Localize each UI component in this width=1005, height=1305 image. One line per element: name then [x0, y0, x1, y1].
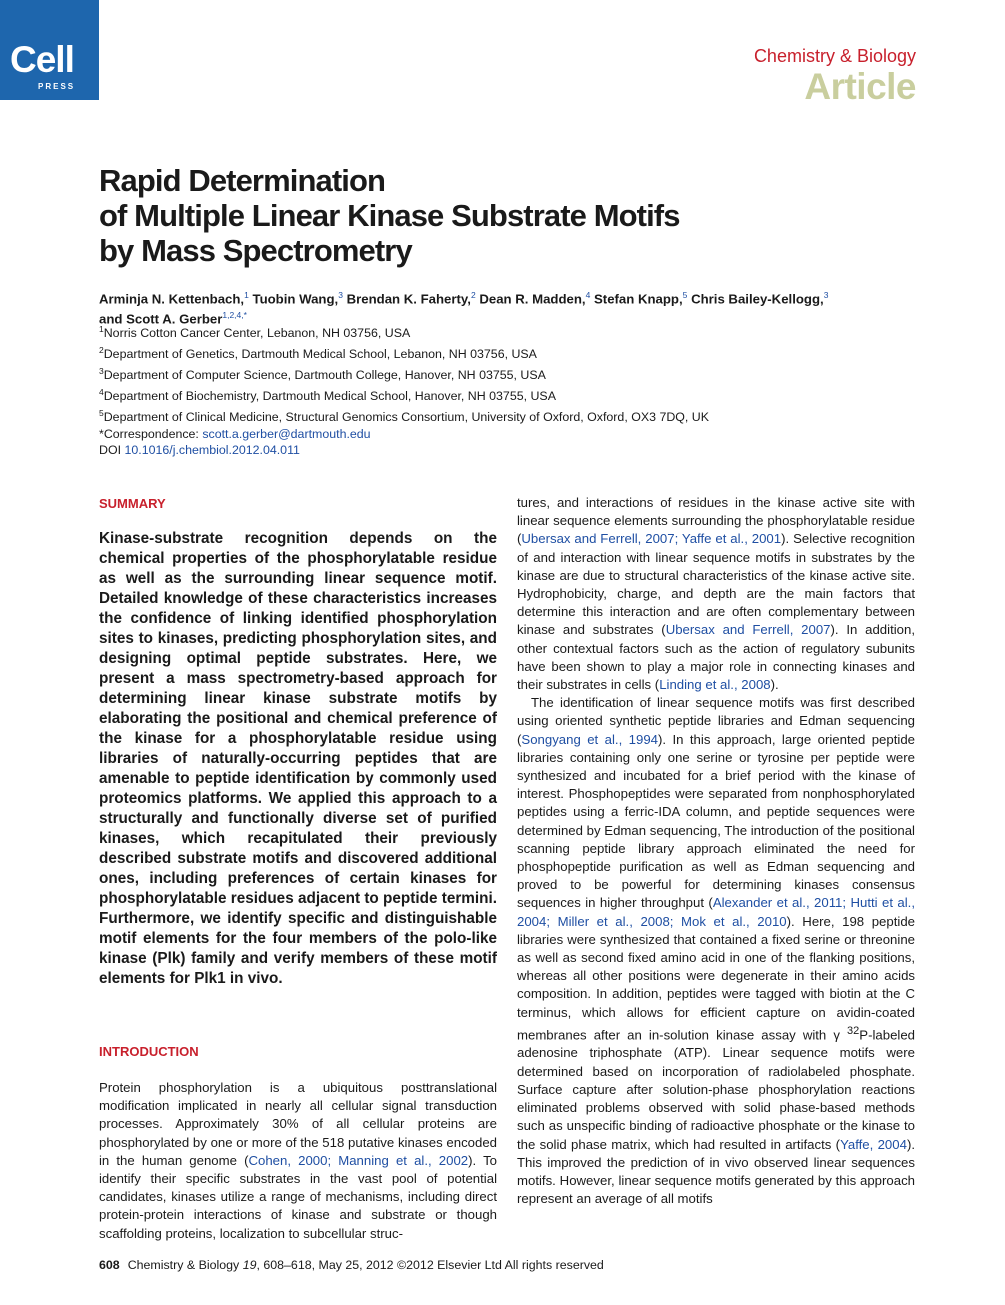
- title-line: of Multiple Linear Kinase Substrate Motifs: [99, 198, 680, 233]
- paragraph-text: ). In addition, other contextual factors such as the action of regulatory subunits have been shown to play a major role in connecting kinases and their substrates in cells (: [517, 622, 916, 693]
- introduction-paragraph: [99, 1079, 497, 1243]
- author-affil-ref[interactable]: 1: [244, 290, 249, 300]
- affiliation-text: Department of Genetics, Dartmouth Medical School, Lebanon, NH 03756, USA: [103, 347, 537, 362]
- correspondence-label: *Correspondence:: [99, 426, 203, 441]
- affiliation-number: 1: [99, 324, 104, 334]
- footer-volume: 19: [242, 1258, 257, 1272]
- paragraph-text: ). In this approach, large oriented peptide libraries containing only one serine or tyrosine per peptide were synthesized and incubated for a brief period with the kinase of interest. Phosphopeptides were separated from nonphosphorylated peptides using a ferric-IDA column, and peptide sequences were determined by Edman sequencing, The introduction of the positional scanning peptide library approach eliminated the need for phosphopeptide purification as well as Edman sequencing and proved to be powerful for determining kinases consensus sequences in higher throughput (: [517, 731, 915, 911]
- journal-name: Chemistry & Biology: [753, 46, 916, 66]
- paragraph-text: The identification of linear sequence motifs was first described using oriented synthetic peptide libraries and Edman sequencing (: [517, 695, 915, 747]
- gamma-symbol: γ: [833, 1027, 840, 1043]
- right-column: [517, 494, 915, 1208]
- cell-press-logo: [0, 0, 99, 100]
- affiliation: [99, 321, 919, 342]
- logo-press: PRESS: [38, 82, 76, 91]
- paragraph-text: ). Selective recognition of and interaction with linear sequence motifs in substrates by the kinase are due to structural characteristics of the kinase active site. Hydrophobicity, charge, and depth are the main factors that determine this interaction and are often complementary between kinase and substrates (: [517, 531, 915, 638]
- doi: [99, 442, 919, 459]
- article-title: [99, 163, 899, 268]
- author-affil-ref[interactable]: 3: [823, 290, 829, 300]
- author-affil-ref[interactable]: 2: [470, 290, 476, 300]
- body-paragraph: [517, 494, 915, 694]
- paragraph-text: ). Here, 198 peptide libraries were synthesized that contained a fixed serine or threonine as well as second fixed amino acid in one of the flanking positions, whereas all other positions were degenerate in their amino acids composition. In addition, peptides were tagged with biotin at the C terminus, which allows for efficient capture on avidin-coated membranes after an in-solution kinase assay with: [517, 913, 915, 1043]
- author-affil-ref[interactable]: 4: [585, 290, 591, 300]
- paragraph-text: P-labeled adenosine triphosphate (ATP). Linear sequence motifs were determined based on incorporation of radiolabeled phosphate. Surface capture after solution-phase phosphorylation reactions eliminated problems observed with solid phase-based methods such as unspecific binding of radioactive phosphate or the kinase to the solid phase matrix, which had resulted in artifacts (: [517, 1027, 915, 1152]
- affiliation: [99, 363, 919, 384]
- affiliation: [99, 384, 919, 405]
- reference-link[interactable]: Cohen, 2000; Manning et al., 2002: [248, 1152, 469, 1168]
- logo-word: Cell: [10, 39, 74, 80]
- title-line: by Mass Spectrometry: [99, 233, 412, 268]
- author-name: Stefan Knapp,: [594, 291, 683, 307]
- introduction-heading: INTRODUCTION: [99, 1044, 199, 1059]
- reference-link[interactable]: Ubersax and Ferrell, 2007; Yaffe et al., 2001: [521, 531, 782, 547]
- affiliation-number: 4: [99, 386, 104, 397]
- affiliation-number: 5: [99, 407, 104, 418]
- affiliation-text: Norris Cotton Cancer Center, Lebanon, NH 03756, USA: [103, 326, 411, 341]
- author-name: Brendan K. Faherty,: [346, 291, 471, 307]
- affiliation: [99, 405, 919, 426]
- body-paragraph: [517, 694, 915, 1208]
- affiliation-text: Department of Clinical Medicine, Structural Genomics Consortium, University of Oxford, Oxford, OX3 7DQ, UK: [103, 409, 710, 424]
- paragraph-text: ).: [770, 677, 779, 693]
- reference-link[interactable]: Songyang et al., 1994: [521, 731, 658, 747]
- article-type: Article: [804, 66, 916, 107]
- paragraph-text: ). To identify their specific substrates in the vast pool of potential candidates, kinases utilize a range of mechanisms, including direct protein-protein interactions of kinase and substrate or though scaffolding proteins, localization to subcellular struc-: [99, 1152, 497, 1241]
- author-name: Arminja N. Kettenbach,: [99, 291, 245, 307]
- correspondence-email-link[interactable]: scott.a.gerber@dartmouth.edu: [202, 426, 371, 441]
- page-footer: [99, 1258, 604, 1272]
- author-affil-ref[interactable]: 3: [338, 290, 343, 300]
- affiliation-text: Department of Computer Science, Dartmouth College, Hanover, NH 03755, USA: [103, 367, 546, 382]
- author-name: and Scott A. Gerber: [99, 311, 223, 327]
- reference-link[interactable]: Yaffe, 2004: [840, 1136, 907, 1152]
- summary-heading: SUMMARY: [99, 496, 166, 511]
- author-affil-ref[interactable]: 1,2,4,*: [222, 310, 247, 321]
- affiliation-number: 3: [99, 365, 104, 376]
- paragraph-text: tures, and interactions of residues in the kinase active site with linear sequence elements surrounding the phosphorylatable residue (: [517, 495, 915, 547]
- paragraph-text: ). This improved the prediction of in vivo observed linear sequences motifs. However, linear sequence motifs generated by this approach represent an average of all motifs: [517, 1136, 915, 1207]
- reference-link[interactable]: Linding et al., 2008: [659, 677, 771, 693]
- author-affil-ref[interactable]: 5: [682, 290, 688, 300]
- isotope-superscript: 32: [847, 1024, 860, 1037]
- correspondence: [99, 426, 919, 443]
- doi-link[interactable]: 10.1016/j.chembiol.2012.04.011: [124, 443, 300, 458]
- author-name: Dean R. Madden,: [479, 291, 586, 307]
- doi-label: DOI: [99, 443, 125, 458]
- affiliation-number: 2: [99, 344, 104, 355]
- affiliation-text: Department of Biochemistry, Dartmouth Medical School, Hanover, NH 03755, USA: [103, 388, 556, 403]
- page-number: 608: [99, 1258, 120, 1272]
- affiliations: [99, 321, 919, 459]
- title-line: Rapid Determination: [99, 163, 386, 198]
- summary-text: Kinase-substrate recognition depends on the chemical properties of the phosphorylatable residue as well as the surrounding linear sequence motif. Detailed knowledge of these characteristics increases the confidence of linking identified phosphorylation sites to kinases, predicting phosphorylation sites, and designing optimal peptide substrates. Here, we present a mass spectrometry-based approach for determining linear kinase substrate motifs by elaborating the positional and chemical preference of the kinase for a phosphorylatable residue using libraries of naturally-occurring peptides that are amenable to peptide identification by commonly used proteomics platforms. We applied this approach to a structurally and functionally diverse set of purified kinases, which recapitulated their previously described substrate motifs and discovered additional ones, including preferences of certain kinases for phosphorylatable residues adjacent to peptide termini. Furthermore, we identify specific and distinguishable motif elements for the four members of the polo-like kinase (Plk) family and verify members of these motif elements for Plk1 in vivo.: [99, 530, 497, 987]
- footer-journal: Chemistry & Biology: [127, 1258, 243, 1272]
- footer-citation: , 608–618, May 25, 2012 ©2012 Elsevier Ltd All rights reserved: [256, 1258, 604, 1272]
- author-name: Tuobin Wang,: [252, 291, 339, 307]
- affiliation: [99, 342, 919, 363]
- reference-link[interactable]: Ubersax and Ferrell, 2007: [665, 622, 831, 638]
- reference-link[interactable]: Alexander et al., 2011; Hutti et al., 2004; Miller et al., 2008; Mok et al., 2010: [517, 895, 915, 929]
- author-name: Chris Bailey-Kellogg,: [691, 291, 824, 307]
- paragraph-text: Protein phosphorylation is a ubiquitous posttranslational modification implicated in nearly all cellular signal transduction processes. Approximately 30% of all cellular proteins are phosphorylated by one or more of the 518 putative kinases encoded in the human genome (: [99, 1080, 497, 1168]
